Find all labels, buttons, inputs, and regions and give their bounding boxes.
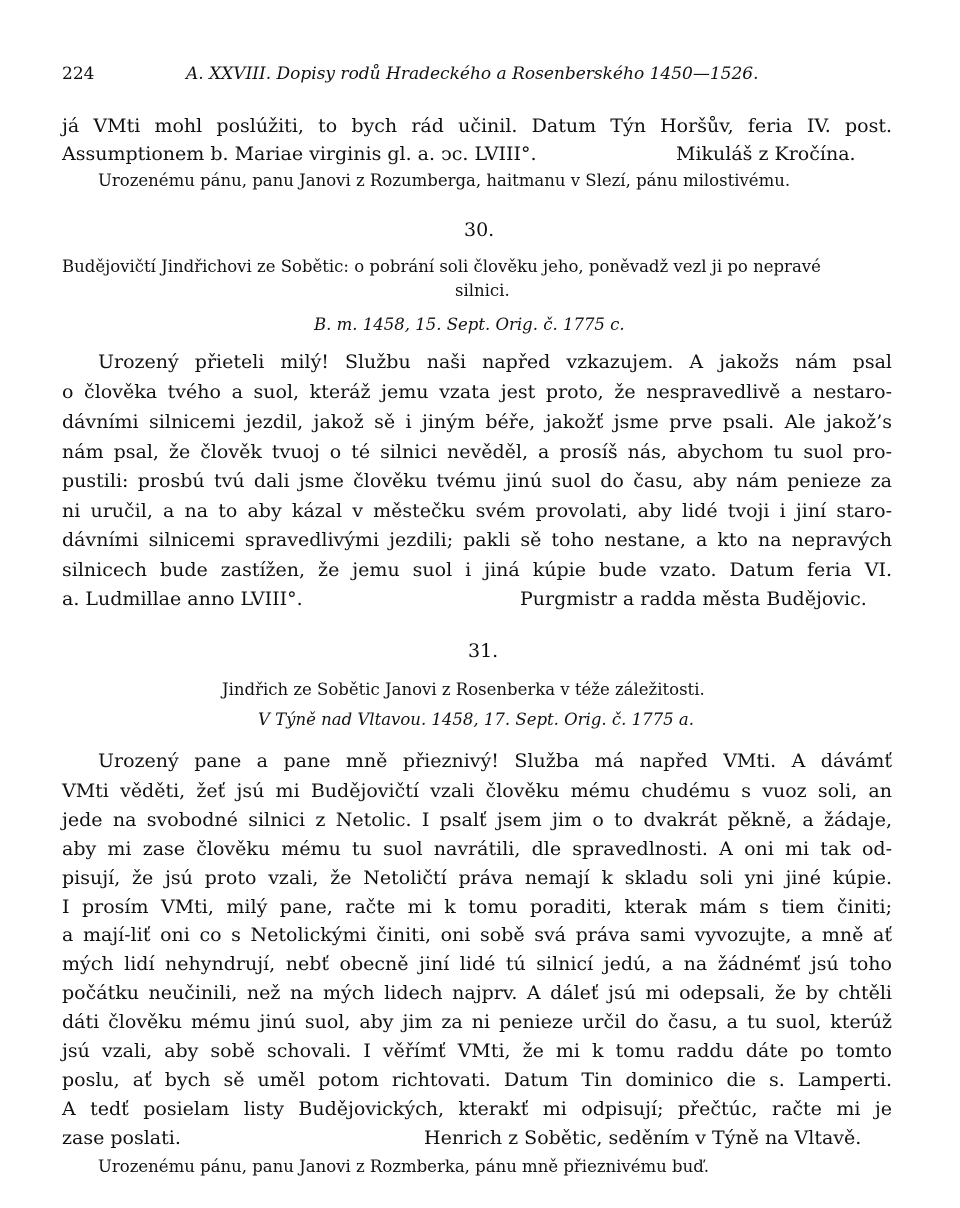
text-line: já VMti mohl poslúžiti, to bych rád učinil. Datum Týn Horšův, feria IV. post. — [62, 115, 892, 137]
text-line: ni uručil, a na to aby kázal v městečku svém provolati, aby lidé tvoji i jiní staro- — [62, 500, 892, 522]
text-line: dáti člověku mému jinú suol, aby jim za ni penieze určil do času, a tu suol, kterúž — [62, 1011, 892, 1033]
text-line: jsú vzali, aby sobě schovali. I věřímť VMti, že mi k tomu raddu dáte po tomto — [62, 1040, 892, 1062]
text-line: pustili: prosbú tvú dali jsme člověku tvému jinú suol do času, aby nám penieze za — [62, 470, 892, 492]
text-line: I prosím VMti, milý pane, račte mi k tomu poraditi, kterak mám s tiem činiti; — [62, 896, 892, 918]
text-line: A tedť posielam listy Budějovických, kterakť mi odpisují; přečtúc, račte mi je — [62, 1098, 892, 1120]
text-line: pisují, že jsú proto vzali, že Netoličtí práva nemají k skladu soli yni jiné kúpie. — [62, 867, 892, 889]
text-line: Urozený přieteli milý! Službu naši napřed vzkazujem. A jakožs nám psal — [98, 351, 892, 373]
source-note: V Týně nad Vltavou. 1458, 17. Sept. Orig. č. 1775 a. — [258, 710, 694, 729]
text-line: aby mi zase člověku mému tu suol navrátili, dle spravedlnosti. A oni mi tak od- — [62, 838, 892, 860]
signature: Purgmistr a radda města Budějovic. — [520, 588, 867, 610]
letter-summary: Jindřich ze Sobětic Janovi z Rosenberka v téže záležitosti. — [222, 680, 705, 699]
signature: Henrich z Sobětic, seděním v Týně na Vltavě. — [424, 1127, 862, 1149]
text-line: jede na svobodné silnici z Netolic. I psalť jsem jim o to dvakrát pěkně, a žádaje, — [62, 809, 892, 831]
text-line: dávními silnicemi spravedlivými jezdili; pakli sě toho nestane, a kto na nepravých — [62, 529, 892, 551]
running-title: A. XXVIII. Dopisy rodů Hradeckého a Rosenberského 1450—1526. — [186, 64, 759, 84]
text-line: počátku neučinili, než na mých lidech najprv. A dáleť jsú mi odepsali, že by chtěli — [62, 982, 892, 1004]
letter-number: 31. — [468, 640, 499, 662]
letter-summary: Budějovičtí Jindřichovi ze Sobětic: o pobrání soli člověku jeho, poněvadž vezl ji po nepravé — [62, 257, 821, 276]
text-line: zase poslati. — [62, 1127, 181, 1149]
text-line: mých lidí nehyndrují, nebť obecně jiní lidé tú silnicí jedú, a na žádnémť jsú toho — [62, 953, 892, 975]
text-line: a mají-liť oni co s Netolickými činiti, oni sobě svá práva sami vyvozujte, a mně ať — [62, 924, 892, 946]
letter-summary: silnici. — [455, 281, 510, 300]
text-line: silnicech bude zastížen, že jemu suol i jiná kúpie bude vzato. Datum feria VI. — [62, 559, 892, 581]
text-line: a. Ludmillae anno LVIII°. — [62, 588, 303, 610]
page-number: 224 — [62, 64, 95, 84]
text-line: VMti věděti, žeť jsú mi Budějovičtí vzali člověku mému chudému s vuoz soli, an — [62, 780, 892, 802]
text-line: dávními silnicemi jezdil, jakož sě i jiným béře, jakožť jsme prve psali. Ale jakož’s — [62, 411, 892, 433]
text-line: nám psal, že člověk tvuoj o té silnici nevěděl, a prosíš nás, abychom tu suol pro- — [62, 441, 892, 463]
signature: Mikuláš z Kročína. — [676, 143, 856, 165]
address-line: Urozenému pánu, panu Janovi z Rozumberga, haitmanu v Slezí, pánu milostivému. — [98, 171, 791, 190]
address-line: Urozenému pánu, panu Janovi z Rozmberka, pánu mně přieznivému buď. — [98, 1157, 710, 1176]
text-line: Urozený pane a pane mně přieznivý! Služba má napřed VMti. A dávámť — [98, 750, 892, 772]
text-line: o člověka tvého a suol, kteráž jemu vzata jest proto, že nespravedlivě a nestaro- — [62, 381, 892, 403]
letter-number: 30. — [464, 219, 495, 241]
text-line: poslu, ať bych sě uměl potom richtovati. Datum Tin dominico die s. Lamperti. — [62, 1069, 892, 1091]
source-note: B. m. 1458, 15. Sept. Orig. č. 1775 c. — [314, 315, 625, 334]
text-line: Assumptionem b. Mariae virginis gl. a. ↄc. LVIII°. — [62, 143, 537, 165]
